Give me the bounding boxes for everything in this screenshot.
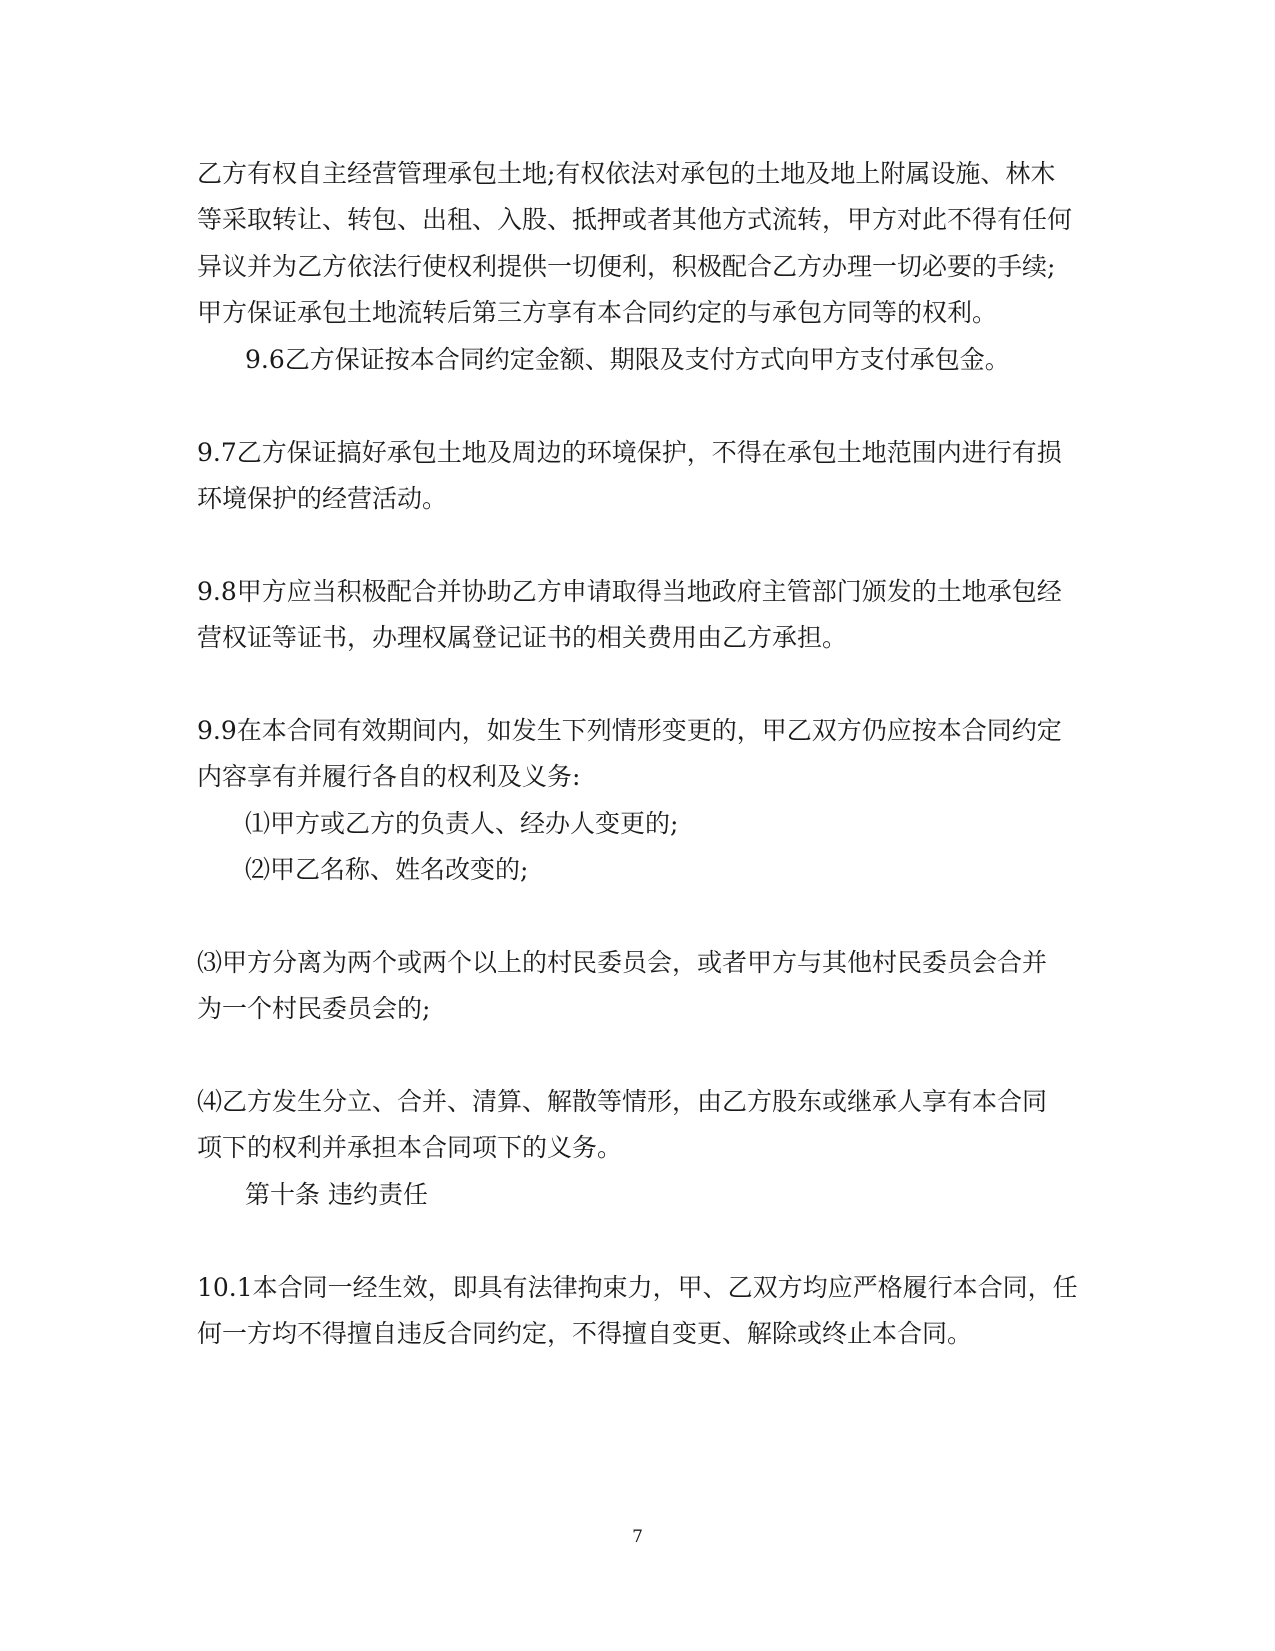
text-line: 乙方有权自主经营管理承包土地;有权依法对承包的土地及地上附属设施、林木 (197, 159, 1056, 188)
clause-9-9: 9.9在本合同有效期间内，如发生下列情形变更的，甲乙双方仍应按本合同约定 (197, 716, 1062, 745)
text-line: 营权证等证书，办理权属登记证书的相关费用由乙方承担。 (197, 623, 848, 652)
text-line: 内容享有并履行各自的权利及义务: (197, 762, 581, 791)
text-line: 等采取转让、转包、出租、入股、抵押或者其他方式流转，甲方对此不得有任何 (197, 205, 1073, 234)
text-line: 甲方保证承包土地流转后第三方享有本合同约定的与承包方同等的权利。 (197, 298, 998, 327)
section-heading-article-10: 第十条 违约责任 (245, 1180, 428, 1209)
list-item-2: ⑵甲乙名称、姓名改变的; (245, 855, 529, 884)
text-line: 项下的权利并承担本合同项下的义务。 (197, 1133, 623, 1162)
list-item-1: ⑴甲方或乙方的负责人、经办人变更的; (245, 809, 679, 838)
clause-9-8: 9.8甲方应当积极配合并协助乙方申请取得当地政府主管部门颁发的土地承包经 (197, 577, 1062, 606)
list-item-4: ⑷乙方发生分立、合并、清算、解散等情形，由乙方股东或继承人享有本合同 (197, 1087, 1048, 1116)
clause-9-7: 9.7乙方保证搞好承包土地及周边的环境保护，不得在承包土地范围内进行有损 (197, 438, 1062, 467)
text-line: 何一方均不得擅自违反合同约定，不得擅自变更、解除或终止本合同。 (197, 1319, 973, 1348)
list-item-3: ⑶甲方分离为两个或两个以上的村民委员会，或者甲方与其他村民委员会合并 (197, 948, 1048, 977)
page-number: 7 (632, 1527, 643, 1547)
text-line: 为一个村民委员会的; (197, 994, 431, 1023)
clause-9-6: 9.6乙方保证按本合同约定金额、期限及支付方式向甲方支付承包金。 (245, 345, 1010, 374)
clause-10-1: 10.1本合同一经生效，即具有法律拘束力，甲、乙双方均应严格履行本合同，任 (197, 1273, 1078, 1302)
text-line: 异议并为乙方依法行使权利提供一切便利，积极配合乙方办理一切必要的手续; (197, 252, 1056, 281)
text-line: 环境保护的经营活动。 (197, 484, 448, 513)
